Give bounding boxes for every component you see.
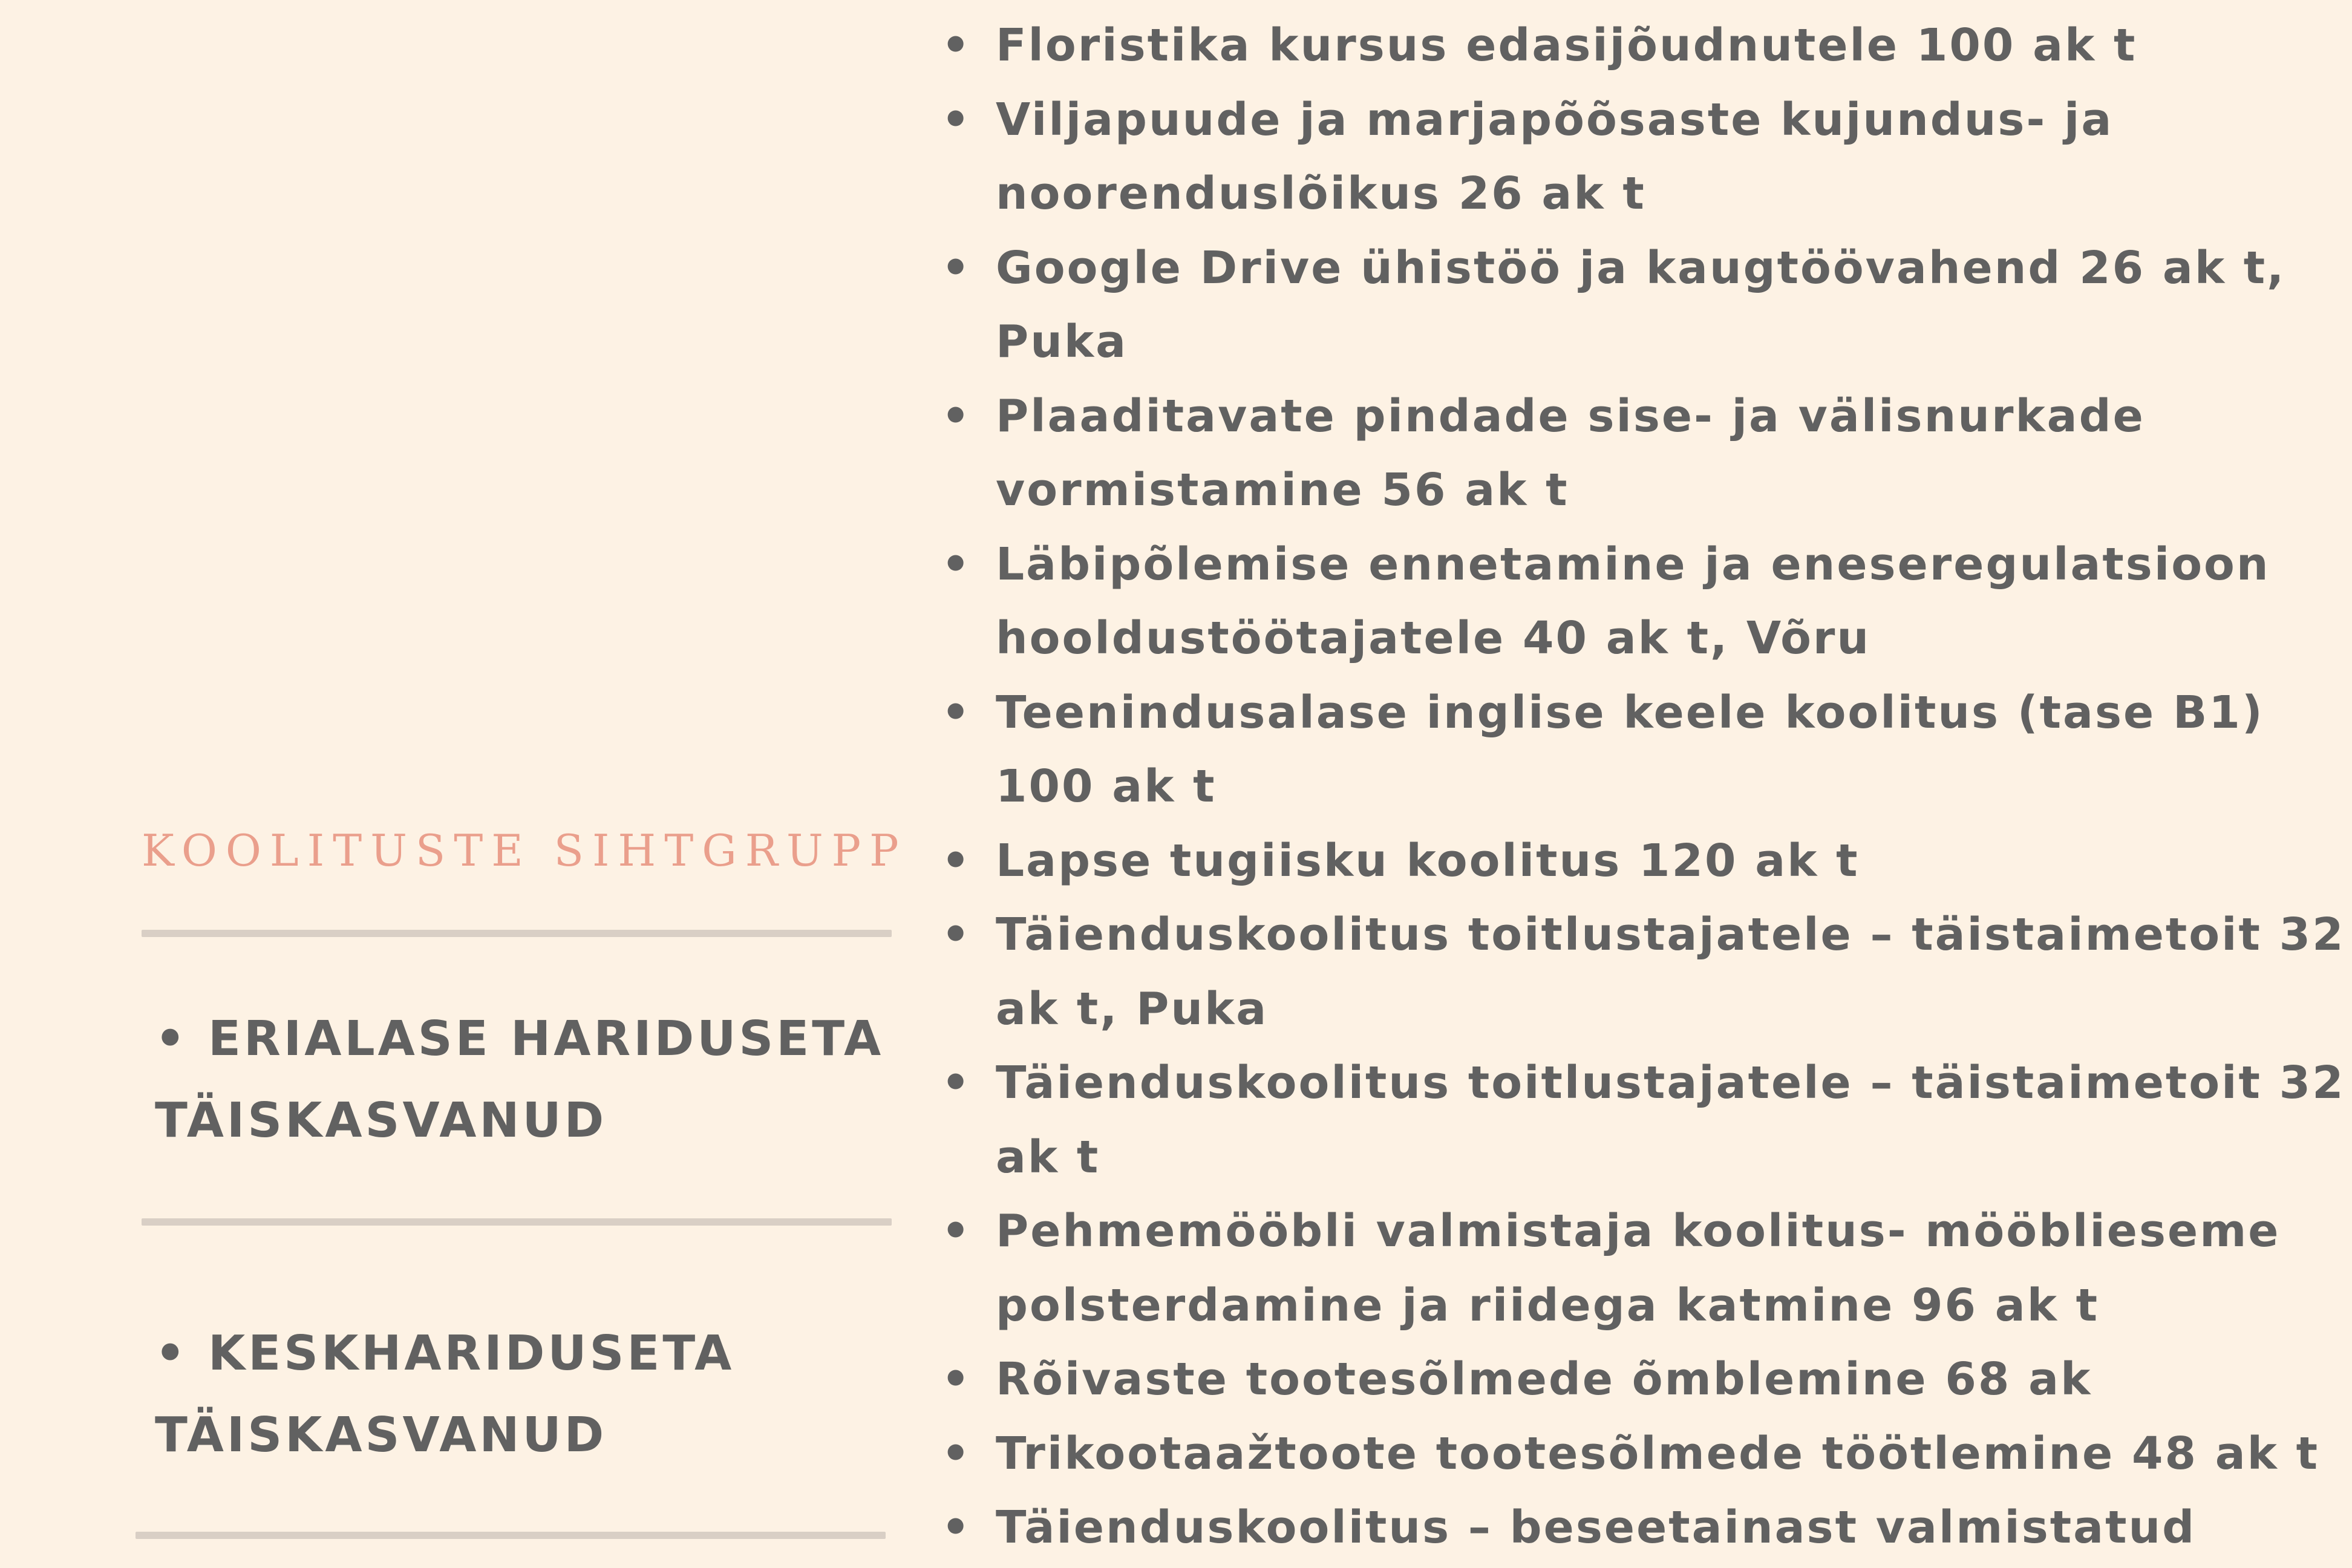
target-group-item-text: KESKHARIDUSETA [208, 1325, 735, 1381]
course-list-item-text: polsterdamine ja riidega katmine 96 ak t [996, 1279, 2100, 1331]
target-group-item [155, 998, 905, 1161]
course-list-item-text: Täienduskoolitus toitlustajatele – täistaimetoit 32 [996, 909, 2345, 961]
bullet-icon: • [155, 1011, 189, 1067]
course-list [932, 8, 2352, 1565]
divider [142, 930, 892, 937]
bullet-icon: • [941, 1427, 972, 1480]
bullet-icon: • [941, 390, 972, 442]
target-group-panel [0, 0, 907, 1568]
course-list-item [932, 379, 2352, 528]
course-list-item [932, 1046, 2352, 1194]
target-group-item [155, 1313, 905, 1476]
course-list-item [932, 1417, 2352, 1491]
bullet-icon: • [941, 241, 972, 294]
course-list-item-text: ak t, Puka [996, 982, 1269, 1035]
course-list-item-text: Täienduskoolitus toitlustajatele – täistaimetoit 32 [996, 1057, 2345, 1109]
bullet-icon: • [941, 1501, 972, 1553]
bullet-icon: • [941, 1057, 972, 1109]
course-list-item-text: Floristika kursus edasijõudnutele 100 ak t [996, 19, 2137, 71]
bullet-icon: • [941, 1205, 972, 1257]
course-list-item-text: Trikootaažtoote tootesõlmede töötlemine 48 ak t [996, 1427, 2319, 1480]
course-list-item-text: Rõivaste tootesõlmede õmblemine 68 ak [996, 1353, 2092, 1405]
bullet-icon: • [941, 1353, 972, 1405]
course-list-item-text: Läbipõlemise ennetamine ja eneseregulatsioon [996, 538, 2270, 590]
course-list-item-text: 100 ak t [996, 760, 1217, 812]
target-group-item-text: ERIALASE HARIDUSETA [208, 1011, 884, 1067]
bullet-icon: • [941, 93, 972, 146]
course-list-item-text: vormistamine 56 ak t [996, 464, 1569, 516]
course-list-item [932, 528, 2352, 676]
course-list-item-text: Pehmemööbli valmistaja koolitus- mööblieseme [996, 1205, 2281, 1257]
course-list-item-text: hooldustöötajatele 40 ak t, Võru [996, 612, 1871, 664]
course-list-item-text: Teenindusalase inglise keele koolitus (tase B1) [996, 686, 2264, 739]
course-list-item [932, 676, 2352, 824]
course-list-item-text: Puka [996, 316, 1128, 368]
course-list-item-text: Plaaditavate pindade sise- ja välisnurkade [996, 390, 2145, 442]
course-list-panel [932, 0, 2352, 1568]
bullet-icon: • [941, 19, 972, 71]
course-list-item [932, 898, 2352, 1046]
section-heading: KOOLITUSTE SIHTGRUPP [142, 825, 907, 876]
course-list-item-text: Täienduskoolitus – beseetainast valmistatud [996, 1501, 2197, 1553]
target-group-item-text: TÄISKASVANUD [155, 1407, 607, 1463]
bullet-icon: • [941, 686, 972, 739]
course-list-item [932, 824, 2352, 898]
divider [142, 1218, 892, 1226]
course-list-item [932, 1194, 2352, 1342]
course-list-item-text: Lapse tugiisku koolitus 120 ak t [996, 834, 1860, 887]
target-group-item-text: TÄISKASVANUD [155, 1093, 607, 1148]
course-list-item [932, 231, 2352, 379]
course-list-item [932, 1342, 2352, 1417]
course-list-item-text: ak t [996, 1131, 1100, 1183]
course-list-item [932, 83, 2352, 231]
course-list-item-text: noorenduslõikus 26 ak t [996, 168, 1646, 220]
course-list-item [932, 8, 2352, 83]
bullet-icon: • [941, 909, 972, 961]
bullet-icon: • [941, 834, 972, 887]
bullet-icon: • [941, 538, 972, 590]
course-list-item-text: Viljapuude ja marjapõõsaste kujundus- ja [996, 93, 2114, 146]
divider [136, 1532, 886, 1539]
course-list-item [932, 1491, 2352, 1565]
bullet-icon: • [155, 1325, 189, 1381]
course-list-item-text: Google Drive ühistöö ja kaugtöövahend 26 ak t, [996, 241, 2286, 294]
